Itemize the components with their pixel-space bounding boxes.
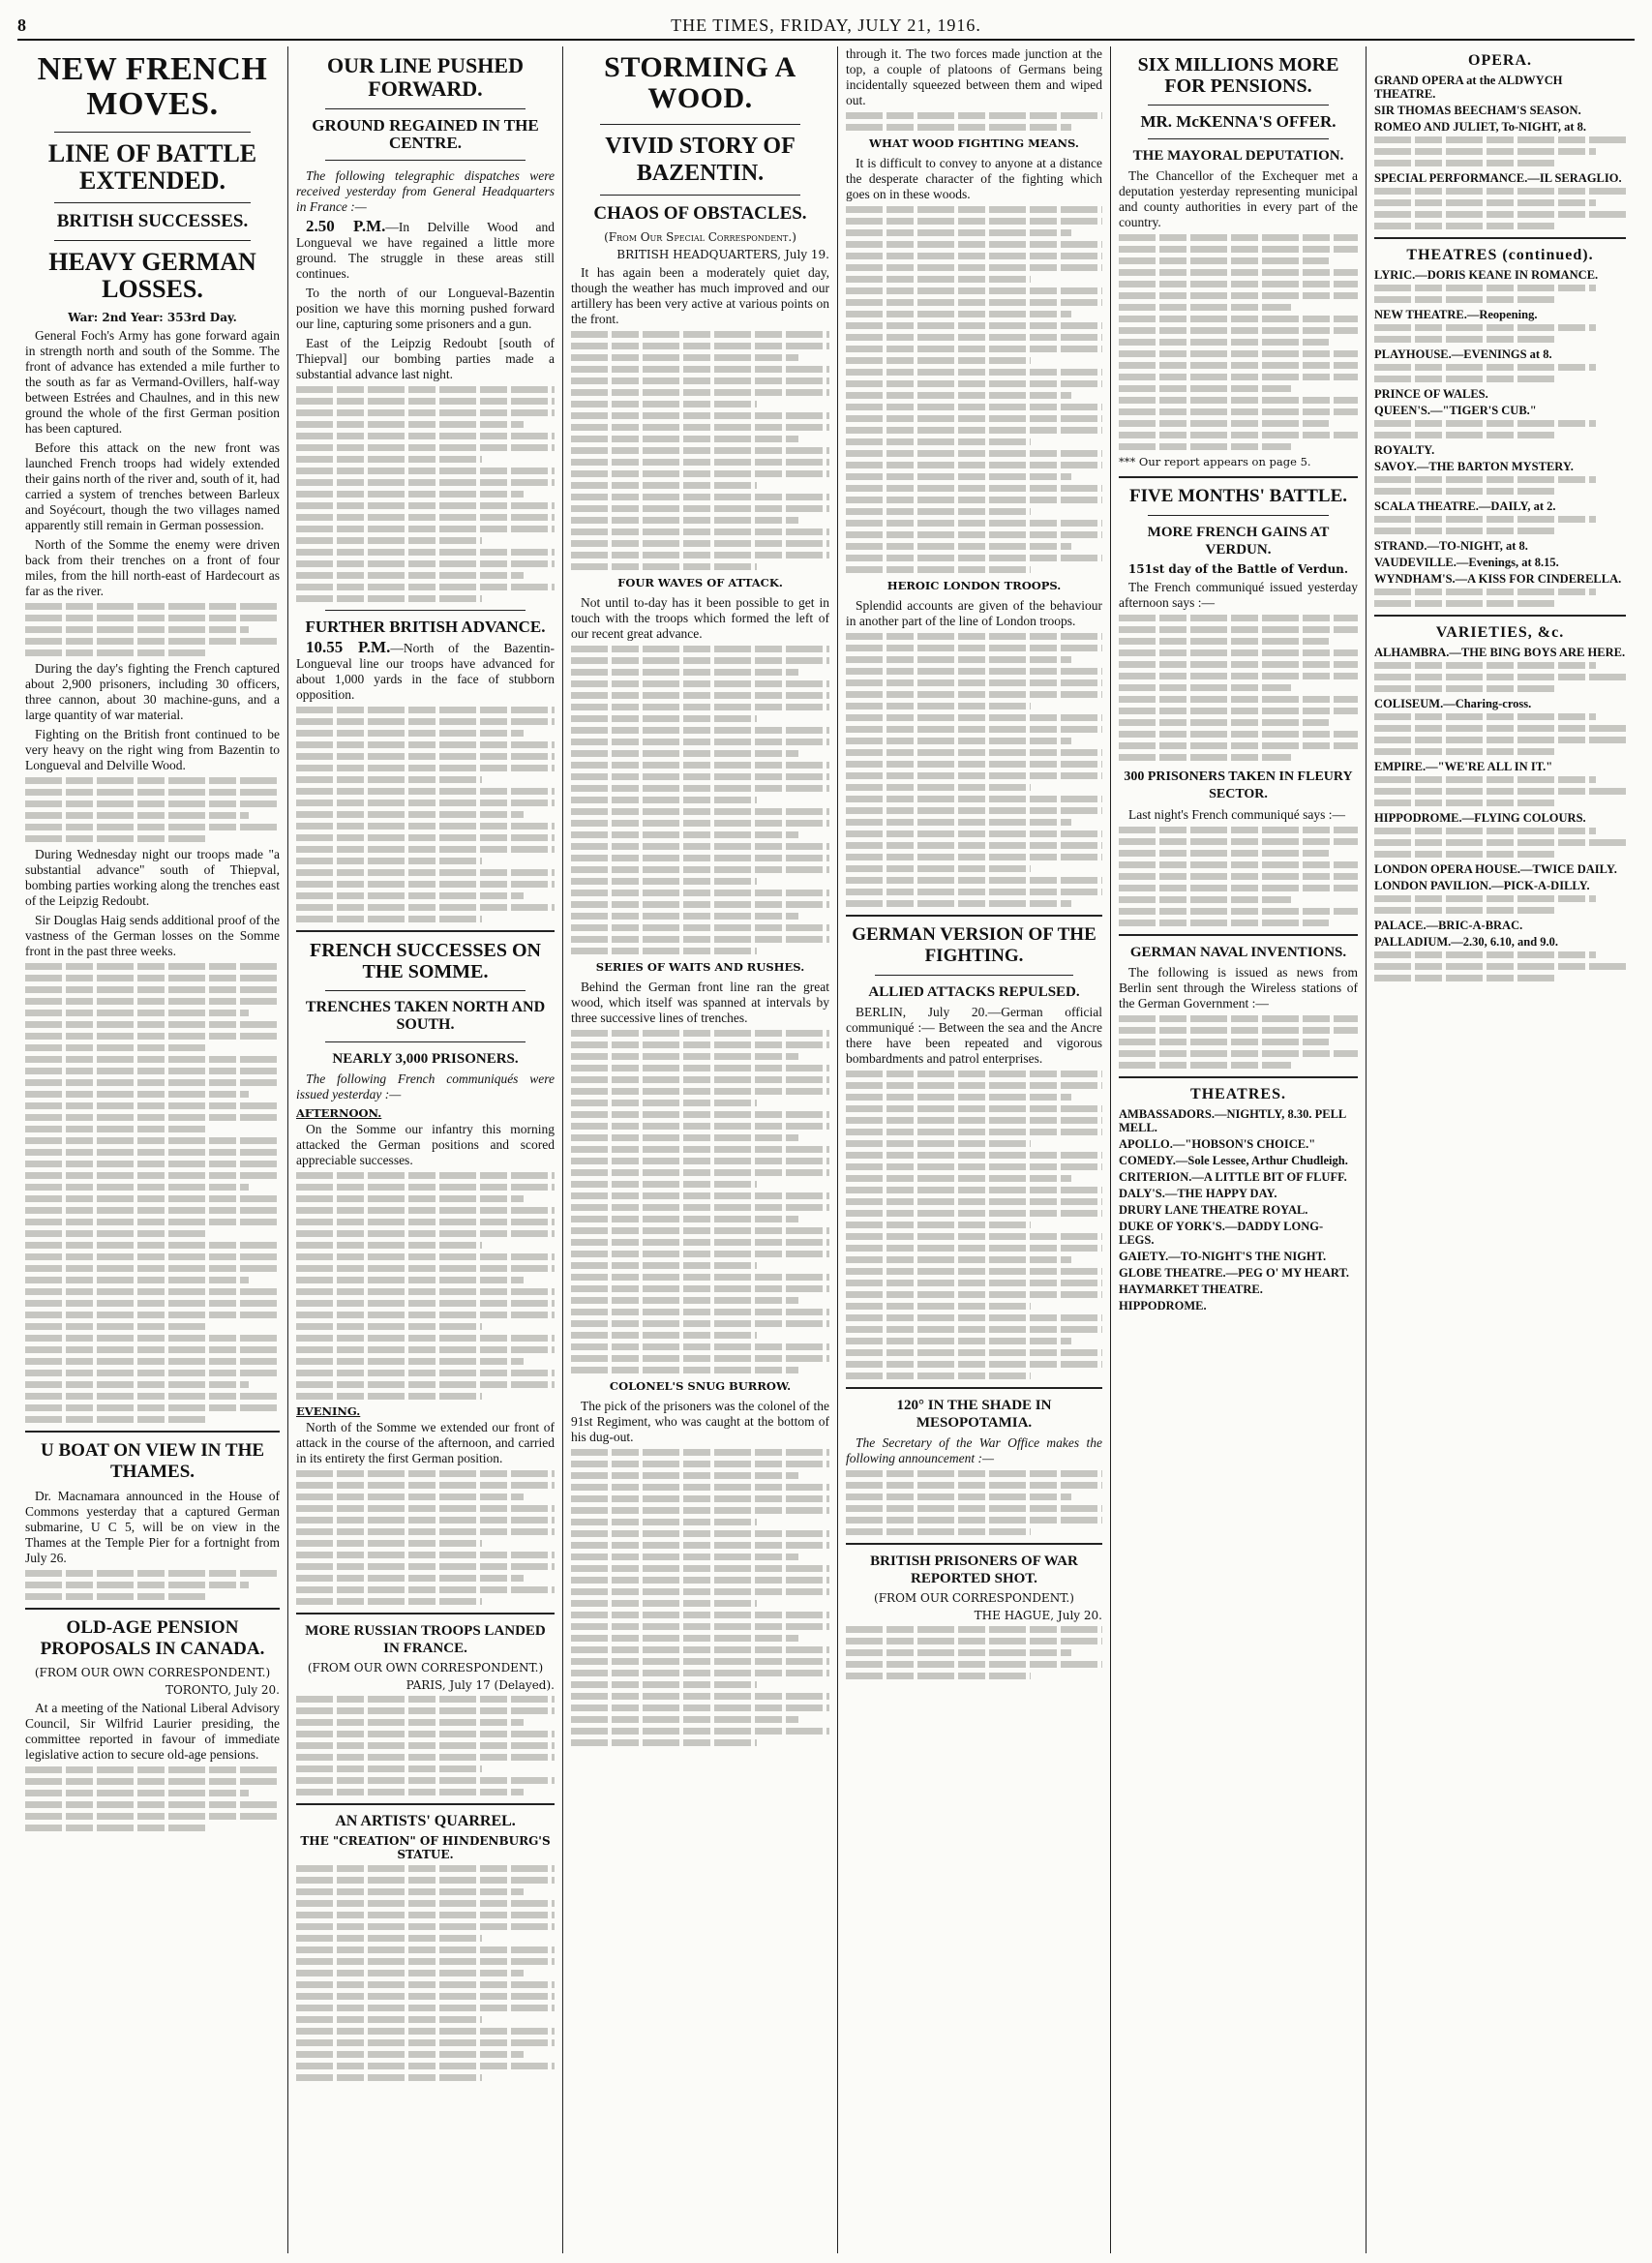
theatre-listing: PLAYHOUSE.—EVENINGS at 8. — [1374, 347, 1552, 361]
text-filler — [25, 1570, 280, 1600]
article-paragraph: Splendid accounts are given of the behaviour in another part of the line of London troops. — [846, 598, 1102, 628]
headline-pension-proposals: OLD-AGE PENSION PROPOSALS IN CANADA. — [40, 1617, 265, 1659]
text-filler — [1374, 420, 1626, 438]
subhead-colonels-burrow: COLONEL'S SNUG BURROW. — [609, 1379, 792, 1393]
text-filler — [25, 777, 280, 842]
text-filler — [846, 633, 1102, 907]
subhead-four-waves: FOUR WAVES OF ATTACK. — [617, 576, 783, 589]
headline-mesopotamia: 120° IN THE SHADE IN MESOPOTAMIA. — [896, 1398, 1052, 1431]
divider — [1119, 934, 1358, 936]
article-intro: The following telegraphic dispatches were received yesterday from General Headquarters in France :— — [296, 168, 555, 214]
dispatch-text: —North of the Bazentin-Longueval line our troops have advanced for about 1,000 yards in the face of stubborn opposition. — [296, 641, 556, 702]
article-paragraph: The pick of the prisoners was the colonel of the 91st Regiment, who was caught at the bottom of his dug-out. — [571, 1399, 829, 1444]
theatre-listing: WYNDHAM'S.—A KISS FOR CINDERELLA. — [1374, 572, 1622, 586]
columns — [17, 46, 1635, 2253]
text-filler — [1374, 588, 1626, 607]
divider — [846, 915, 1102, 917]
theatre-listing: HAYMARKET THEATRE. — [1119, 1282, 1263, 1296]
headline-fleury-prisoners: 300 PRISONERS TAKEN IN FLEURY SECTOR. — [1124, 769, 1353, 801]
text-filler — [1119, 234, 1358, 450]
article-paragraph: BERLIN, July 20.—German official communiqué :— Between the sea and the Ancre there have been repeated and vigorous bombardments and patrol enterprises. — [846, 1005, 1102, 1066]
theatre-listing: QUEEN'S.—"TIGER'S CUB." — [1374, 404, 1537, 417]
divider — [54, 132, 251, 133]
headline-mayoral-deputation: THE MAYORAL DEPUTATION. — [1132, 148, 1344, 164]
article-intro: The following French communiqués were issued yesterday :— — [296, 1071, 555, 1101]
headline-nearly-3000-prisoners: NEARLY 3,000 PRISONERS. — [332, 1051, 519, 1067]
verdun-day: 151st day of the Battle of Verdun. — [1127, 562, 1349, 576]
article-paragraph: At a meeting of the National Liberal Advisory Council, Sir Wilfrid Laurier presiding, the committee reported in favour of immediate legislative action to secure old-age pensions. — [25, 1701, 280, 1762]
text-filler — [1119, 1015, 1358, 1069]
divider — [1148, 515, 1329, 516]
article-paragraph — [296, 640, 555, 703]
byline: (From Our Special Correspondent.) — [604, 230, 796, 244]
headline-german-naval-inventions: GERMAN NAVAL INVENTIONS. — [1129, 945, 1347, 960]
divider — [325, 108, 526, 109]
article-paragraph: The following is issued as news from Berlin sent through the Wireless stations of the German Government :— — [1119, 965, 1358, 1011]
divider — [1148, 138, 1329, 139]
article-paragraph: Sir Douglas Haig sends additional proof of the vastness of the German losses on the Somme front in the past three weeks. — [25, 913, 280, 958]
text-filler — [296, 1470, 555, 1605]
variety-listing: COLISEUM.—Charing-cross. — [1374, 697, 1532, 710]
text-filler — [571, 1449, 829, 1746]
theatre-listing: LYRIC.—DORIS KEANE IN ROMANCE. — [1374, 268, 1599, 282]
variety-listing: LONDON PAVILION.—PICK-A-DILLY. — [1374, 879, 1590, 892]
opera-listing: SIR THOMAS BEECHAM'S SEASON. — [1374, 104, 1581, 117]
theatre-listing: GLOBE THEATRE.—PEG O' MY HEART. — [1119, 1266, 1350, 1280]
section-opera: OPERA. — [1468, 52, 1532, 69]
divider — [1374, 615, 1626, 617]
theatre-listing: PRINCE OF WALES. — [1374, 387, 1488, 401]
text-filler — [571, 331, 829, 570]
text-filler — [1374, 713, 1626, 755]
variety-listing: HIPPODROME.—FLYING COLOURS. — [1374, 811, 1586, 825]
byline: (FROM OUR OWN CORRESPONDENT.) — [34, 1666, 271, 1679]
article-intro: The Secretary of the War Office makes the following announcement :— — [846, 1435, 1102, 1465]
section-varieties: VARIETIES, &c. — [1435, 624, 1565, 641]
text-filler — [846, 1470, 1102, 1535]
report-note: *** Our report appears on page 5. — [1119, 455, 1311, 468]
text-filler — [25, 603, 280, 656]
opera-listing: GRAND OPERA at the ALDWYCH THEATRE. — [1374, 74, 1563, 101]
article-paragraph: East of the Leipzig Redoubt [south of Thiepval] our bombing parties made a substantial advance last night. — [296, 336, 555, 381]
divider — [846, 1543, 1102, 1545]
variety-listing: PALACE.—BRIC-A-BRAC. — [1374, 919, 1523, 932]
text-filler — [296, 707, 555, 922]
dispatch-text: —In Delville Wood and Longueval we have regained a little more ground. The struggle in these areas still continues. — [296, 220, 556, 281]
variety-listing: PALLADIUM.—2.30, 6.10, and 9.0. — [1374, 935, 1559, 949]
subhead-hindenburg-statue: THE "CREATION" OF HINDENBURG'S STATUE. — [300, 1834, 551, 1861]
column-3 — [563, 46, 838, 2253]
text-filler — [296, 1865, 555, 2081]
opera-listing: SPECIAL PERFORMANCE.—IL SERAGLIO. — [1374, 171, 1622, 185]
article-paragraph: Behind the German front line ran the great wood, which itself was spanned at intervals by three successive lines of trenches. — [571, 980, 829, 1025]
divider — [54, 240, 251, 241]
text-filler — [1374, 324, 1626, 343]
theatre-listing: DUKE OF YORK'S.—DADDY LONG-LEGS. — [1119, 1220, 1324, 1247]
article-paragraph: North of the Somme the enemy were driven back from their trenches on a front of four miles, from the hill north-east of Hardecourt as far as the river. — [25, 537, 280, 598]
theatre-listing: CRITERION.—A LITTLE BIT OF FLUFF. — [1119, 1170, 1347, 1184]
dateline: THE HAGUE, July 20. — [974, 1609, 1102, 1622]
article-paragraph: North of the Somme we extended our front of attack in the course of the afternoon, and carried in its entirety the first German position. — [296, 1420, 555, 1465]
theatre-listing: SCALA THEATRE.—DAILY, at 2. — [1374, 499, 1556, 513]
text-filler — [1374, 951, 1626, 981]
variety-listing: ALHAMBRA.—THE BING BOYS ARE HERE. — [1374, 646, 1626, 659]
dispatch-time: 10.55 P.M. — [306, 638, 391, 656]
headline-verdun-gains: MORE FRENCH GAINS AT VERDUN. — [1147, 525, 1330, 558]
war-day-line: War: 2nd Year: 353rd Day. — [68, 311, 237, 324]
text-filler — [846, 206, 1102, 573]
text-filler — [846, 1071, 1102, 1379]
article-paragraph: To the north of our Longueval-Bazentin position we have this morning pushed forward our line, capturing some prisoners and a gun. — [296, 286, 555, 331]
page-number: 8 — [17, 15, 27, 35]
article-paragraph: During the day's fighting the French captured about 2,900 prisoners, including 30 officers, three cannon, about 30 machine-guns, and a large quantity of war material. — [25, 661, 280, 722]
masthead — [17, 12, 1635, 41]
section-theatres: THEATRES. — [1190, 1086, 1286, 1102]
text-filler — [25, 1766, 280, 1831]
headline-line-of-battle: LINE OF BATTLE EXTENDED. — [47, 139, 257, 195]
headline-allied-attacks-repulsed: ALLIED ATTACKS REPULSED. — [868, 984, 1080, 1000]
text-filler — [1374, 188, 1626, 229]
headline-ground-regained: GROUND REGAINED IN THE CENTRE. — [312, 116, 539, 152]
headline-chaos-of-obstacles: CHAOS OF OBSTACLES. — [593, 203, 807, 224]
text-filler — [1119, 827, 1358, 926]
article-paragraph: Dr. Macnamara announced in the House of Commons yesterday that a captured German submarine, U C 5, will be on view in the Thames at the Temple Pier for a fortnight from July 26. — [25, 1489, 280, 1565]
article-paragraph: During Wednesday night our troops made "a substantial advance" south of Thiepval, bombing parties working along the trenches east of the Leipzig Redoubt. — [25, 847, 280, 908]
theatre-listing: VAUDEVILLE.—Evenings, at 8.15. — [1374, 556, 1559, 569]
headline-trenches-taken: TRENCHES TAKEN NORTH AND SOUTH. — [305, 999, 546, 1033]
article-paragraph: Before this attack on the new front was launched French troops had widely extended their gains north of the river and, south of it, had carried a system of trenches between Barleux and Soyécourt, though the two villages named apparently still remain in German possession. — [25, 440, 280, 532]
divider — [325, 160, 526, 161]
theatre-listing: COMEDY.—Sole Lessee, Arthur Chudleigh. — [1119, 1154, 1348, 1167]
text-filler — [25, 963, 280, 1423]
article-paragraph: The Chancellor of the Exchequer met a deputation yesterday representing municipal and county authorities in every part of the country. — [1119, 168, 1358, 229]
divider — [54, 202, 251, 203]
theatre-listing: GAIETY.—TO-NIGHT'S THE NIGHT. — [1119, 1250, 1327, 1263]
text-filler — [1374, 364, 1626, 382]
text-filler — [296, 386, 555, 602]
headline-heavy-german-losses: HEAVY GERMAN LOSSES. — [48, 248, 256, 303]
headline-uboat: U BOAT ON VIEW IN THE THAMES. — [40, 1440, 265, 1482]
theatre-listing: DRURY LANE THEATRE ROYAL. — [1119, 1203, 1308, 1217]
headline-german-version: GERMAN VERSION OF THE FIGHTING. — [852, 924, 1096, 966]
article-paragraph: through it. The two forces made junction at the top, a couple of platoons of Germans being incidentally squeezed between them and wiped out. — [846, 46, 1102, 107]
text-filler — [846, 112, 1102, 131]
divider — [1119, 476, 1358, 478]
article-paragraph: Fighting on the British front continued to be very heavy on the right wing from Bazentin to Longueval and Delville Wood. — [25, 727, 280, 772]
theatre-listing: AMBASSADORS.—NIGHTLY, 8.30. PELL MELL. — [1119, 1107, 1346, 1134]
variety-listing: EMPIRE.—"WE'RE ALL IN IT." — [1374, 760, 1553, 773]
divider — [846, 1387, 1102, 1389]
divider — [600, 124, 800, 125]
text-filler — [571, 1030, 829, 1373]
text-filler — [571, 646, 829, 954]
text-filler — [1374, 776, 1626, 806]
subhead-wood-fighting: WHAT WOOD FIGHTING MEANS. — [869, 136, 1079, 150]
text-filler — [1374, 476, 1626, 495]
divider — [1148, 105, 1329, 106]
column-6 — [1367, 46, 1634, 2253]
opera-listing: ROMEO AND JULIET, To-NIGHT, at 8. — [1374, 120, 1587, 134]
text-filler — [1374, 895, 1626, 914]
article-paragraph: Not until to-day has it been possible to get in touch with the troops which formed the left of our recent great advance. — [571, 595, 829, 641]
article-paragraph: On the Somme our infantry this morning attacked the German positions and scored appreciable successes. — [296, 1122, 555, 1167]
divider — [875, 975, 1073, 976]
byline: (FROM OUR CORRESPONDENT.) — [874, 1591, 1074, 1605]
column-5 — [1111, 46, 1367, 2253]
divider — [25, 1608, 280, 1610]
headline-five-months-battle: FIVE MONTHS' BATTLE. — [1128, 486, 1348, 506]
text-filler — [1374, 828, 1626, 858]
theatre-listing: SAVOY.—THE BARTON MYSTERY. — [1374, 460, 1574, 473]
article-paragraph: Last night's French communiqué says :— — [1128, 807, 1346, 822]
variety-listing: LONDON OPERA HOUSE.—TWICE DAILY. — [1374, 862, 1617, 876]
headline-vivid-story: VIVID STORY OF BAZENTIN. — [605, 134, 796, 186]
byline: (FROM OUR OWN CORRESPONDENT.) — [307, 1661, 544, 1675]
divider — [296, 930, 555, 932]
subhead-waits-and-rushes: SERIES OF WAITS AND RUSHES. — [595, 960, 805, 974]
headline-french-successes: FRENCH SUCCESSES ON THE SOMME. — [310, 940, 541, 982]
headline-new-french-moves: NEW FRENCH MOVES. — [37, 51, 268, 122]
dateline: BRITISH HEADQUARTERS, July 19. — [616, 248, 829, 261]
theatre-listing: APOLLO.—"HOBSON'S CHOICE." — [1119, 1137, 1316, 1151]
section-theatres-continued: THEATRES (continued). — [1406, 247, 1594, 263]
article-paragraph — [296, 219, 555, 282]
headline-prisoners-shot: BRITISH PRISONERS OF WAR REPORTED SHOT. — [870, 1554, 1078, 1586]
text-filler — [1374, 285, 1626, 303]
article-paragraph: General Foch's Army has gone forward again in strength north and south of the Somme. The front of advance has extended a mile further to the south as far as Vermand-Ovillers, half-way between Estrées and Chaulnes, and in this new ground the whole of the first German position has been captured. — [25, 328, 280, 436]
dateline: TORONTO, July 20. — [165, 1683, 280, 1697]
headline-six-millions: SIX MILLIONS MORE FOR PENSIONS. — [1137, 54, 1339, 97]
column-1 — [17, 46, 288, 2253]
headline-mckennas-offer: MR. McKENNA'S OFFER. — [1140, 112, 1337, 131]
article-paragraph: It has again been a moderately quiet day, though the weather has much improved and our artillery has been very active at various points on the front. — [571, 265, 829, 326]
divider — [25, 1431, 280, 1433]
divider — [1374, 237, 1626, 239]
theatre-listing: HIPPODROME. — [1119, 1299, 1207, 1313]
subhead-heroic-london: HEROIC LONDON TROOPS. — [886, 579, 1062, 592]
divider — [325, 610, 526, 611]
theatre-listing: ROYALTY. — [1374, 443, 1435, 457]
headline-artists-quarrel: AN ARTISTS' QUARREL. — [335, 1813, 516, 1829]
divider — [296, 1803, 555, 1805]
text-filler — [1374, 516, 1626, 534]
text-filler — [1119, 615, 1358, 761]
masthead-title: THE TIMES, FRIDAY, JULY 21, 1916. — [671, 15, 981, 35]
text-filler — [296, 1696, 555, 1795]
theatre-listing: DALY'S.—THE HAPPY DAY. — [1119, 1187, 1277, 1200]
headline-storming-a-wood: STORMING A WOOD. — [604, 51, 796, 114]
column-2 — [288, 46, 563, 2253]
column-4 — [838, 46, 1111, 2253]
text-filler — [1374, 662, 1626, 692]
headline-russian-troops: MORE RUSSIAN TROOPS LANDED IN FRANCE. — [305, 1623, 546, 1656]
divider — [325, 1041, 526, 1042]
text-filler — [1374, 136, 1626, 166]
headline-british-successes: BRITISH SUCCESSES. — [56, 211, 249, 231]
divider — [325, 990, 526, 991]
theatre-listing: NEW THEATRE.—Reopening. — [1374, 308, 1538, 321]
dateline: PARIS, July 17 (Delayed). — [405, 1678, 555, 1692]
subhead-evening: EVENING. — [296, 1404, 361, 1418]
text-filler — [296, 1172, 555, 1400]
theatre-listing: STRAND.—TO-NIGHT, at 8. — [1374, 539, 1528, 553]
divider — [296, 1613, 555, 1614]
text-filler — [846, 1626, 1102, 1679]
subhead-afternoon: AFTERNOON. — [296, 1106, 382, 1120]
article-paragraph: It is difficult to convey to anyone at a distance the desperate character of the fighting which goes on in these woods. — [846, 156, 1102, 201]
article-paragraph: The French communiqué issued yesterday afternoon says :— — [1119, 580, 1358, 610]
divider — [600, 195, 800, 196]
dispatch-time: 2.50 P.M. — [306, 217, 386, 235]
headline-our-line-pushed: OUR LINE PUSHED FORWARD. — [327, 53, 524, 101]
divider — [1119, 1076, 1358, 1078]
headline-further-british-advance: FURTHER BRITISH ADVANCE. — [305, 618, 546, 636]
